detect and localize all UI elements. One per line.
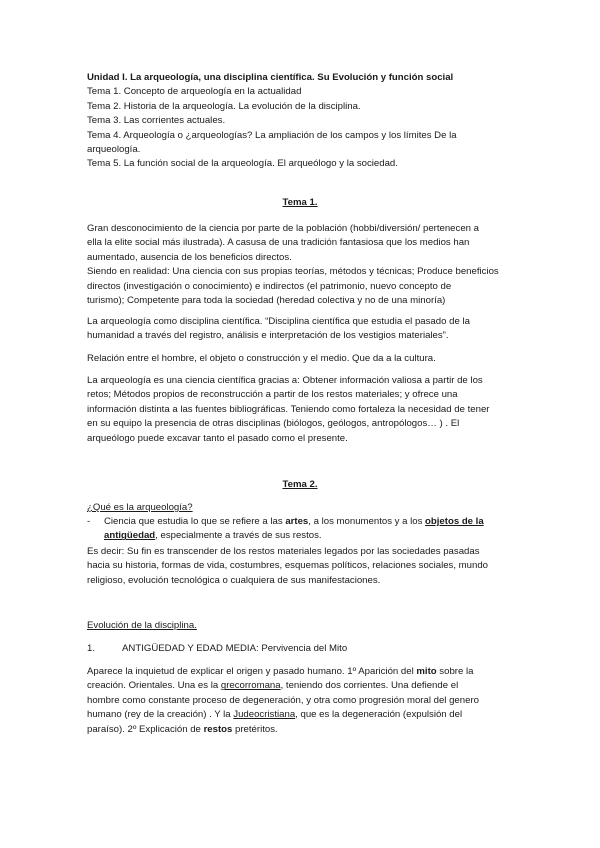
text-line: Relación entre el hombre, el objeto o construcción y el medio. Que da a la cultura. — [87, 353, 436, 364]
text-line: información distinta a las fuentes bibliográficas. Teniendo como fortaleza la necesidad de tener — [87, 403, 490, 415]
tema-list-item: Tema 5. La función social de la arqueología. El arqueólogo y la sociedad. — [87, 158, 398, 170]
tema-list-item: Tema 1. Concepto de arqueología en la actualidad — [87, 86, 302, 98]
text-line: religioso, evolución tecnológica o cualquiera de sus manifestaciones. — [87, 574, 381, 586]
text-line: La arqueología como disciplina científica. “Disciplina científica que estudia el pasado de la — [87, 316, 470, 327]
bullet-dash: - — [87, 516, 91, 527]
question-heading-text: ¿Qué es la arqueología? — [87, 502, 193, 513]
text-line: humanidad a través del registro, análisis e interpretación de los vestigios materiales”. — [87, 330, 449, 342]
es-decir-paragraph — [87, 545, 519, 588]
text-line: turismo); Competente para toda la sociedad (heredad colectiva y no de una minoría) — [87, 295, 446, 307]
section-title: ANTIGÜEDAD Y EDAD MEDIA: Pervivencia del Mito — [122, 643, 348, 654]
text-line: Siendo en realidad: Una ciencia con sus propias teorías, métodos y técnicas; Produce beneficios — [87, 266, 499, 278]
text-line: directos (investigación o conocimiento) e indirectos (el patrimonio, nuevo concepto de — [87, 280, 452, 292]
text-line: aumentado, ausencia de los beneficios directos. — [87, 251, 292, 263]
unit-title: Unidad I. La arqueología, una disciplina científica. Su Evolución y función social — [87, 72, 454, 83]
tema-list-item: Tema 3. Las corrientes actuales. — [87, 115, 226, 127]
section-number: 1. — [87, 643, 96, 654]
text-line: hacia su historia, formas de vida, costumbres, esquemas políticos, relaciones sociales, mundo — [87, 560, 488, 572]
text-line: arqueólogo puede excavar tanto el pasado como el presente. — [87, 432, 348, 444]
text-line: Es decir: Su fin es transcender de los restos materiales legados por las sociedades pasadas — [87, 546, 480, 557]
unit-header — [87, 71, 519, 172]
tema2-heading: Tema 2. — [282, 479, 318, 490]
tema1-paragraph-2 — [87, 315, 519, 344]
tema1-paragraph-4 — [87, 374, 519, 446]
tema1-paragraph-1 — [87, 222, 519, 308]
text-line: en su equipo la presencia de otras disciplinas (biólogos, geólogos, antropólogos… ) . El — [87, 418, 460, 430]
text-line: ella la elite social más ilustrada). A casusa de una tradición fantasiosa que los medios han — [87, 237, 470, 249]
tema-list-item: arqueología. — [87, 144, 141, 156]
tema1-paragraph-3 — [87, 352, 519, 366]
text-line: La arqueología es una ciencia científica gracias a: Obtener información valiosa a partir de los — [87, 375, 483, 386]
tema-list-item: Tema 4. Arqueología o ¿arqueologías? La ampliación de los campos y los límites De la — [87, 129, 457, 141]
tema-list-item: Tema 2. Historia de la arqueología. La evolución de la disciplina. — [87, 100, 361, 112]
definition-bullet: - Ciencia que estudia lo que se refiere a las artes, a los monumentos y a los objetos de la antigüedad, especialmente a través de sus restos. — [87, 516, 484, 542]
section-1-heading — [87, 642, 519, 657]
evolucion-heading — [87, 619, 519, 633]
evolucion-heading-text: Evolución de la disciplina. — [87, 620, 197, 631]
antiguedad-paragraph: Aparece la inquietud de explicar el origen y pasado humano. 1º Aparición del mito sobre la creación. Orientales. Una es la grecorromana, teniendo dos corrientes. Una defiende el hombre como constante proceso de degeneración, y otra como progresión moral del genero humano (rey de la creación) . Y la Judeocristiana, que es la degeneración (expulsión del paraíso). 2º Explicación de restos pretéritos. — [87, 666, 479, 735]
text-line: Gran desconocimiento de la ciencia por parte de la población (hobbi/diversión/ pertenecen a — [87, 223, 479, 234]
tema1-heading: Tema 1. — [282, 197, 318, 208]
question-heading — [87, 501, 519, 515]
text-line: retos; Métodos propios de reconstrucción a partir de los restos materiales; y ofrece una — [87, 389, 458, 401]
